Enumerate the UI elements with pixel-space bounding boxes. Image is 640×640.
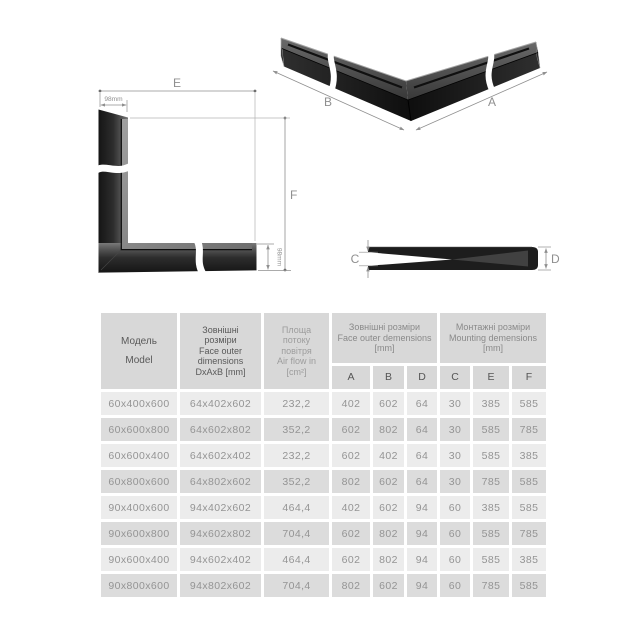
break-mark — [489, 50, 492, 90]
table-cell: 64 — [407, 444, 437, 467]
header-line: розміри — [204, 335, 237, 346]
dim-label-a: A — [487, 95, 497, 109]
header-line: [cm²] — [286, 366, 307, 377]
table-cell: 464,4 — [264, 496, 329, 519]
table-cell: 802 — [332, 470, 370, 493]
subcolumn-header-e: E — [473, 366, 509, 389]
table-cell: 94 — [407, 548, 437, 571]
header-line: [mm] — [374, 343, 395, 354]
table-cell: 602 — [373, 470, 404, 493]
table-cell: 785 — [473, 574, 509, 597]
table-cell: 94x602x802 — [180, 522, 261, 545]
header-line: Face outer — [198, 345, 243, 356]
table-cell: 785 — [512, 418, 546, 441]
table-cell: 802 — [373, 418, 404, 441]
table-cell: 30 — [440, 392, 470, 415]
table-cell: 64 — [407, 470, 437, 493]
subcolumn-header-c: C — [440, 366, 470, 389]
break-mark — [197, 240, 203, 274]
table-cell: 90x400x600 — [101, 496, 177, 519]
table-body — [101, 392, 546, 597]
table-cell: 64x602x402 — [180, 444, 261, 467]
subcolumn-header-d: D — [407, 366, 437, 389]
table-cell: 602 — [373, 392, 404, 415]
table-cell: 704,4 — [264, 522, 329, 545]
header-line: Model — [125, 354, 153, 366]
table-cell: 585 — [512, 496, 546, 519]
table-cell: 64x402x602 — [180, 392, 261, 415]
table-cell: 402 — [373, 444, 404, 467]
table-cell: 385 — [512, 548, 546, 571]
table-cell: 64 — [407, 392, 437, 415]
header-line: Mounting demensions — [448, 332, 538, 343]
table-cell: 602 — [332, 522, 370, 545]
dim-label-f: F — [290, 188, 298, 202]
header-line: Air flow in — [276, 356, 316, 367]
table-cell: 60 — [440, 522, 470, 545]
dim-label-c: C — [350, 252, 360, 266]
table-cell: 94x802x602 — [180, 574, 261, 597]
table-row — [101, 522, 546, 545]
dim-label-98mm-side: 98mm — [275, 247, 283, 267]
table-cell: 30 — [440, 418, 470, 441]
table-cell: 585 — [512, 392, 546, 415]
subcolumn-header-b: B — [373, 366, 404, 389]
table-cell: 60x400x600 — [101, 392, 177, 415]
table-cell: 94 — [407, 522, 437, 545]
table-cell: 385 — [512, 444, 546, 467]
dim-label-e: E — [172, 76, 182, 90]
table-cell: 402 — [332, 392, 370, 415]
subcolumn-header-a: A — [332, 366, 370, 389]
break-mark — [95, 166, 131, 171]
table-cell: 585 — [512, 470, 546, 493]
table-cell: 232,2 — [264, 392, 329, 415]
table-cell: 602 — [332, 548, 370, 571]
table-cell: 802 — [373, 522, 404, 545]
table-cell: 602 — [332, 418, 370, 441]
table-cell: 385 — [473, 496, 509, 519]
break-mark — [331, 50, 334, 92]
table-cell: 30 — [440, 470, 470, 493]
header-line: повітря — [281, 345, 312, 356]
table-cell: 785 — [473, 470, 509, 493]
group-header-mounting — [440, 313, 546, 363]
cross-section-drawing — [351, 240, 560, 278]
table-cell: 60x800x600 — [101, 470, 177, 493]
column-header-airflow — [264, 313, 329, 389]
table-cell: 602 — [373, 574, 404, 597]
table-row — [101, 496, 546, 519]
table-cell: 704,4 — [264, 574, 329, 597]
table-cell: 785 — [512, 522, 546, 545]
front-view-drawing — [95, 76, 297, 274]
table-cell: 30 — [440, 444, 470, 467]
table-row — [101, 392, 546, 415]
table-cell: 94 — [407, 496, 437, 519]
table-row — [101, 574, 546, 597]
table-cell: 585 — [473, 548, 509, 571]
table-header — [101, 313, 546, 389]
table-cell: 585 — [473, 522, 509, 545]
column-header-outer-dims — [180, 313, 261, 389]
table-cell: 90x800x600 — [101, 574, 177, 597]
table-row — [101, 444, 546, 467]
table-cell: 94x402x602 — [180, 496, 261, 519]
header-line: dimensions — [197, 356, 244, 367]
table-cell: 90x600x800 — [101, 522, 177, 545]
table-cell: 90x600x400 — [101, 548, 177, 571]
table-cell: 585 — [473, 444, 509, 467]
table-cell: 94x602x402 — [180, 548, 261, 571]
table-cell: 60 — [440, 548, 470, 571]
table-cell: 60 — [440, 574, 470, 597]
header-line: Модель — [121, 335, 157, 347]
dim-label-d: D — [551, 252, 560, 266]
table-cell: 802 — [373, 548, 404, 571]
table-cell: 585 — [473, 418, 509, 441]
table-cell: 385 — [473, 392, 509, 415]
table-cell: 602 — [373, 496, 404, 519]
header-line: Зовнішні розміри — [348, 322, 421, 333]
table-cell: 232,2 — [264, 444, 329, 467]
header-line: Зовнішні — [202, 324, 239, 335]
column-header-model — [101, 313, 177, 389]
perspective-view-drawing — [273, 38, 547, 130]
table-cell: 64 — [407, 418, 437, 441]
header-line: DxAxB [mm] — [195, 366, 246, 377]
subcolumn-header-f: F — [512, 366, 546, 389]
technical-drawings — [0, 0, 640, 312]
table-row — [101, 418, 546, 441]
dim-label-b: B — [323, 95, 333, 109]
table-cell: 352,2 — [264, 470, 329, 493]
header-line: [mm] — [483, 343, 503, 354]
header-line: потоку — [282, 335, 311, 346]
header-line: Площа — [281, 324, 312, 335]
dim-label-98mm-top: 98mm — [104, 96, 123, 103]
table-cell: 585 — [512, 574, 546, 597]
table-cell: 602 — [332, 444, 370, 467]
table-cell: 64x602x802 — [180, 418, 261, 441]
table-cell: 64x802x602 — [180, 470, 261, 493]
table-cell: 94 — [407, 574, 437, 597]
table-cell: 60 — [440, 496, 470, 519]
table-cell: 60x600x800 — [101, 418, 177, 441]
table-cell: 464,4 — [264, 548, 329, 571]
spec-table — [101, 313, 546, 597]
table-cell: 352,2 — [264, 418, 329, 441]
header-line: Монтажні розміри — [455, 322, 531, 333]
table-cell: 402 — [332, 496, 370, 519]
table-row — [101, 470, 546, 493]
table-cell: 60x600x400 — [101, 444, 177, 467]
group-header-face-outer — [332, 313, 437, 363]
table-row — [101, 548, 546, 571]
header-line: Face outer demensions — [337, 332, 432, 343]
table-cell: 802 — [332, 574, 370, 597]
